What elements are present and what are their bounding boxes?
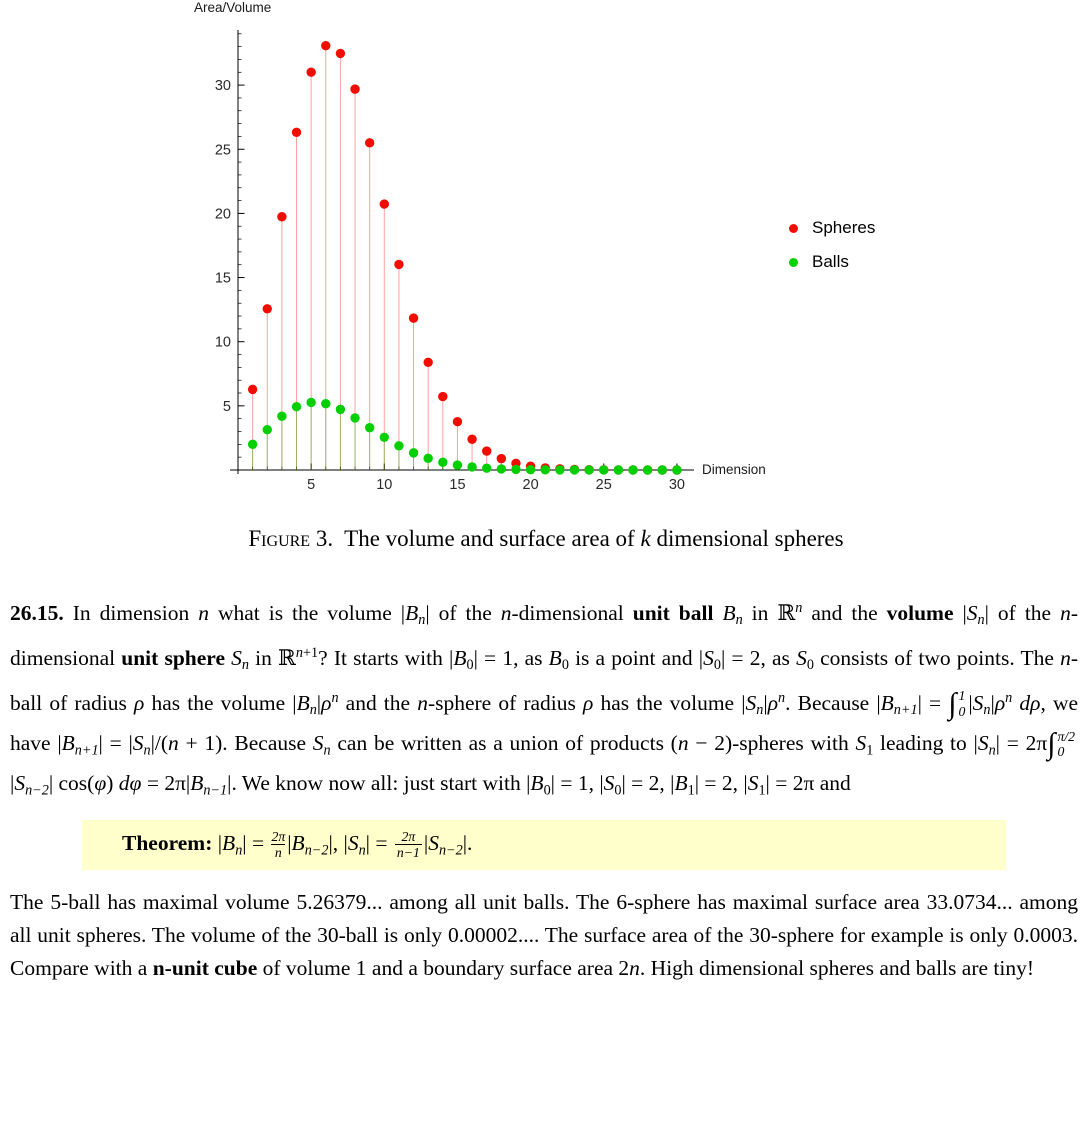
- svg-text:10: 10: [376, 477, 393, 493]
- svg-text:5: 5: [307, 477, 316, 493]
- legend-label-spheres: Spheres: [812, 218, 876, 237]
- closing-paragraph: The 5-ball has maximal volume 5.26379... among all unit balls. The 6-sphere has maximal surface area 33.0734... among all unit spheres. The volume of the 30-ball is only 0.00002.... The surface area of the 30-sphere for example is only 0.0003. Compare with a n-unit cube of volume 1 and a boundary surface area 2n. High dimensional spheres and balls are tiny!: [10, 890, 1078, 981]
- svg-text:15: 15: [449, 477, 466, 493]
- svg-text:5: 5: [222, 398, 231, 415]
- spheres-marker-icon: [789, 224, 798, 233]
- figure-3-chart: [0, 0, 1092, 512]
- y-axis: [215, 30, 245, 474]
- balls-stems: [253, 402, 677, 470]
- spheres-stems: [253, 46, 677, 470]
- svg-text:25: 25: [214, 142, 231, 159]
- legend-item-spheres: [789, 218, 875, 238]
- svg-text:10: 10: [214, 334, 231, 351]
- figure-caption: Figure 3. The volume and surface area of k dimensional spheres: [248, 526, 844, 551]
- svg-text:20: 20: [214, 206, 231, 223]
- balls-points: [248, 398, 682, 475]
- svg-text:25: 25: [595, 477, 612, 493]
- svg-text:15: 15: [214, 270, 231, 287]
- stem-plot: [0, 0, 1092, 512]
- theorem-box: [82, 820, 1006, 871]
- svg-text:20: 20: [522, 477, 539, 493]
- spheres-points: [248, 41, 682, 475]
- theorem-text: Theorem: $|B_n|$ = $\frac{2\pi}{n}$ $|B_{n-2}|$, $|S_n|$ = $\frac{2\pi}{n-1}$ $|S_{n-2}|$.: [122, 828, 473, 861]
- balls-marker-icon: [789, 258, 798, 267]
- svg-text:30: 30: [214, 78, 231, 95]
- legend-item-balls: [789, 252, 875, 272]
- y-axis-title: Area/Volume: [194, 0, 272, 15]
- chart-legend: [789, 218, 875, 272]
- paragraph-26-15: 26.15. In dimension n what is the volume $|B_n|$ of the n-dimensional unit ball $B_n$ in ℝ$^n$ and the volume $|S_n|$ of the n-dimensional unit sphere $S_n$ in ℝ$^{n+1}$? It starts with $|B_0| = 1$, as $B_0$ is a point and $|S_0| = 2$, as $S_0$ consists of two points. The n-ball of radius ρ has the volume $|B_n|\rho^n$ and the n-sphere of radius ρ has the volume $|S_n|\rho^n$. Because $|B_{n+1}|$ = ∫ 1 0 $|S_n|\rho^n$ dρ, we have $|B_{n+1}| = |S_n|/(n + 1)$. Because $S_n$ can be written as a union of products (n − 2)-spheres with $S_1$ leading to $|S_n| = 2\pi\int$ π/2 0 $|S_{n-2}|$ cos(φ) $d\varphi = 2\pi|B_{n-1}|$. We know now all: just start with $|B_0| = 1$, $|S_0| = 2$, $|B_1| = 2$, $|S_1| = 2\pi$ and: [10, 600, 1079, 799]
- x-axis-title: Dimension: [702, 462, 766, 477]
- legend-label-balls: Balls: [812, 252, 849, 271]
- x-axis: [230, 464, 694, 494]
- svg-text:30: 30: [668, 477, 685, 493]
